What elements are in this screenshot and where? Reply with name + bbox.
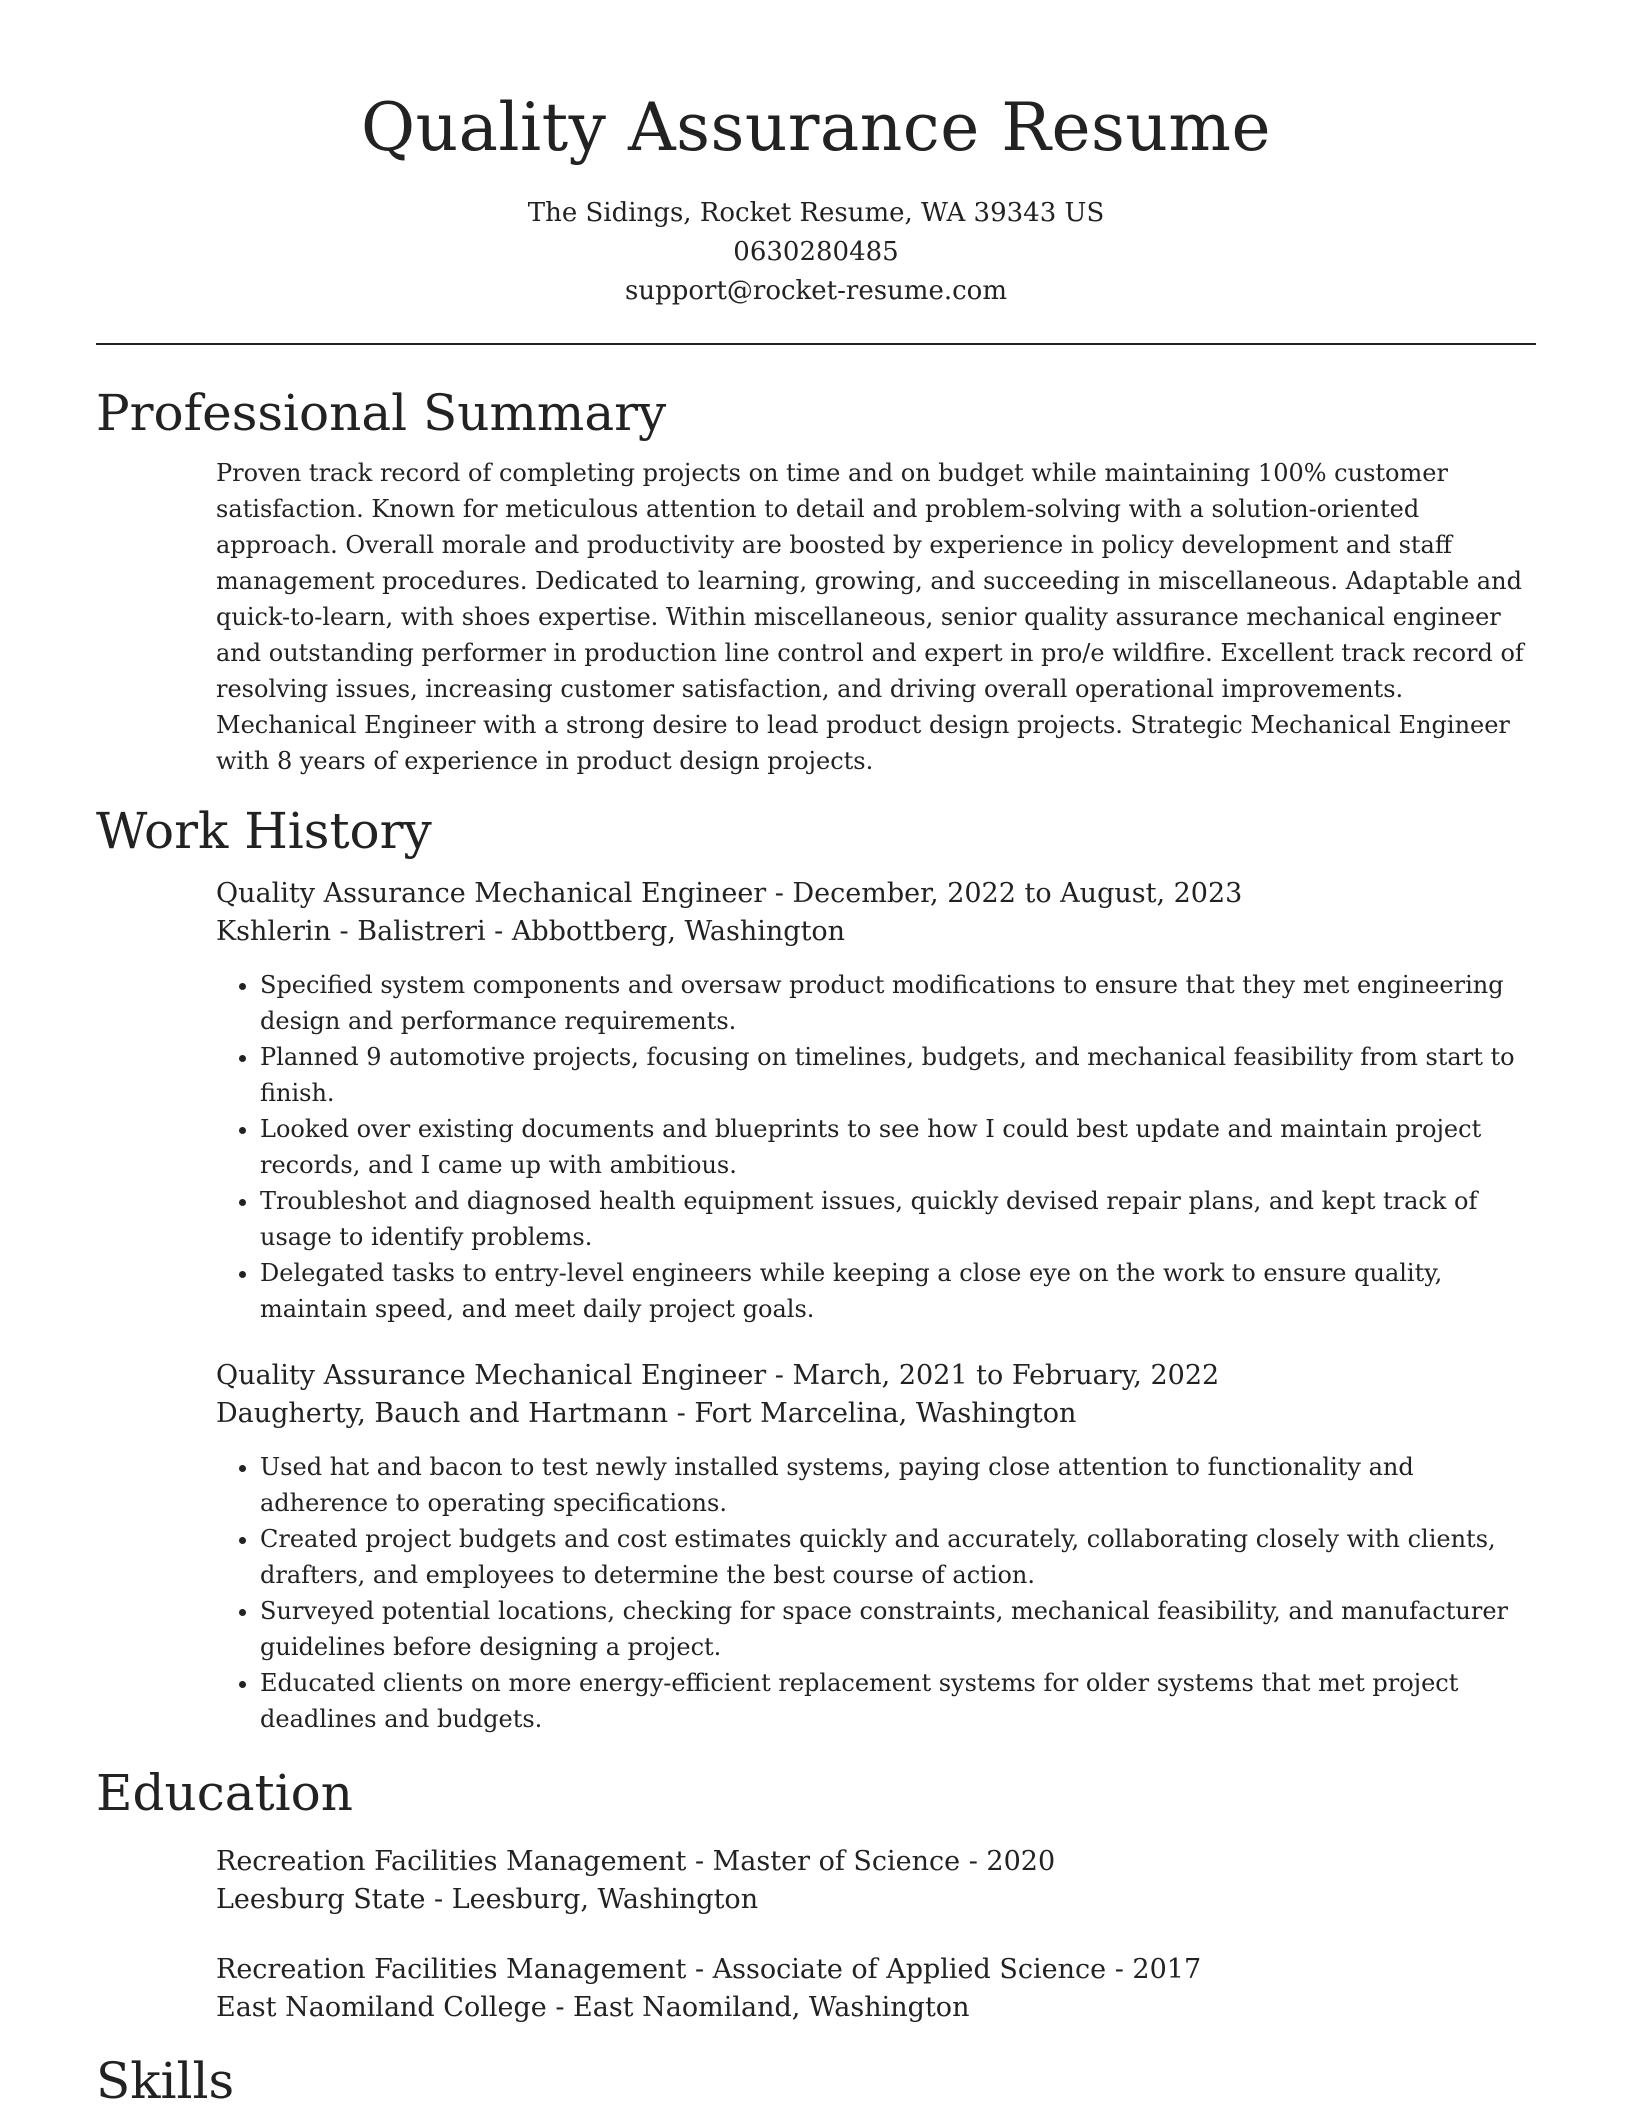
job-duties-list: [216, 967, 1526, 1327]
education-location: - Leesburg, Washington: [425, 1884, 759, 1915]
contact-block: [96, 194, 1536, 311]
header-divider: [96, 343, 1536, 345]
job-dates: - December, 2022 to August, 2023: [766, 878, 1243, 909]
job-duty-item: • Surveyed potential locations, checking for space constraints, mechanical feasibility, and manufacturer guidelines before designing a project.: [260, 1593, 1526, 1665]
education-school: Leesburg State: [216, 1884, 426, 1915]
contact-phone: 0630280485: [733, 237, 899, 267]
job-company: Daugherty, Bauch and Hartmann: [216, 1398, 669, 1429]
job-duty-item: • Used hat and bacon to test newly installed systems, paying close attention to functionality and adherence to operating specifications.: [260, 1449, 1526, 1521]
education-field: Recreation Facilities Management: [216, 1846, 687, 1877]
job-duty-item: • Specified system components and oversaw product modifications to ensure that they met engineering design and performance requirements.: [260, 967, 1526, 1039]
job-role: Quality Assurance Mechanical Engineer: [216, 878, 767, 909]
job-duty-item: • Delegated tasks to entry-level engineers while keeping a close eye on the work to ensure quality, maintain speed, and meet daily project goals.: [260, 1255, 1526, 1327]
job-location: - Fort Marcelina, Washington: [668, 1398, 1077, 1429]
job-dates: - March, 2021 to February, 2022: [766, 1360, 1220, 1391]
job-role: Quality Assurance Mechanical Engineer: [216, 1360, 767, 1391]
job-entry: [216, 1357, 1526, 1737]
job-entry: [216, 875, 1526, 1327]
section-education: [96, 1761, 1536, 2027]
resume-title: Quality Assurance Resume: [360, 89, 1272, 166]
job-duty-item: • Created project budgets and cost estimates quickly and accurately, collaborating closely with clients, drafters, and employees to determine the best course of action.: [260, 1521, 1526, 1593]
education-degree-year: - Associate of Applied Science - 2017: [686, 1954, 1202, 1985]
job-company-line: [216, 913, 1526, 951]
job-duty-item: • Educated clients on more energy-efficient replacement systems for older systems that met project deadlines and budgets.: [260, 1665, 1526, 1737]
job-location: - Abbottberg, Washington: [485, 916, 846, 947]
section-heading-summary: Professional Summary: [96, 384, 667, 442]
job-duty-item: • Troubleshot and diagnosed health equipment issues, quickly devised repair plans, and kept track of usage to identify problems.: [260, 1183, 1526, 1255]
section-professional-summary: [96, 381, 1536, 779]
education-degree-line: [216, 1843, 1526, 1881]
section-work-history: [96, 799, 1536, 1737]
job-duty-item: • Planned 9 automotive projects, focusing on timelines, budgets, and mechanical feasibility from start to finish.: [260, 1039, 1526, 1111]
education-school-line: [216, 1881, 1526, 1919]
section-skills: [96, 2049, 1536, 2113]
education-entry: [216, 1951, 1526, 2027]
section-heading-work: Work History: [96, 802, 432, 860]
job-company: Kshlerin - Balistreri: [216, 916, 486, 947]
contact-email: support@rocket-resume.com: [624, 276, 1007, 306]
resume-header: [96, 0, 1536, 311]
resume-page: [96, 0, 1536, 2113]
section-heading-education: Education: [96, 1764, 353, 1822]
education-school-line: [216, 1989, 1526, 2027]
education-degree-year: - Master of Science - 2020: [686, 1846, 1056, 1877]
job-title-line: [216, 875, 1526, 913]
summary-paragraph: Proven track record of completing projects on time and on budget while maintaining 100% customer satisfaction. Known for meticulous attention to detail and problem-solving with a solution-oriented approach. Overall morale and productivity are boosted by experience in policy development and staff management procedures. Dedicated to learning, growing, and succeeding in miscellaneous. Adaptable and quick-to-learn, with shoes expertise. Within miscellaneous, senior quality assurance mechanical engineer and outstanding performer in production line control and expert in pro/e wildfire. Excellent track record of resolving issues, increasing customer satisfaction, and driving overall operational improvements. Mechanical Engineer with a strong desire to lead product design projects. Strategic Mechanical Engineer with 8 years of experience in product design projects.: [216, 459, 1524, 775]
job-duty-item: • Looked over existing documents and blueprints to see how I could best update and maintain project records, and I came up with ambitious.: [260, 1111, 1526, 1183]
job-title-line: [216, 1357, 1526, 1395]
education-school: East Naomiland College: [216, 1992, 547, 2023]
contact-address: The Sidings, Rocket Resume, WA 39343 US: [527, 198, 1105, 228]
education-field: Recreation Facilities Management: [216, 1954, 687, 1985]
section-heading-skills: Skills: [96, 2052, 235, 2110]
education-location: - East Naomiland, Washington: [546, 1992, 970, 2023]
job-duties-list: [216, 1449, 1526, 1737]
education-degree-line: [216, 1951, 1526, 1989]
job-company-line: [216, 1395, 1526, 1433]
education-entry: [216, 1843, 1526, 1919]
